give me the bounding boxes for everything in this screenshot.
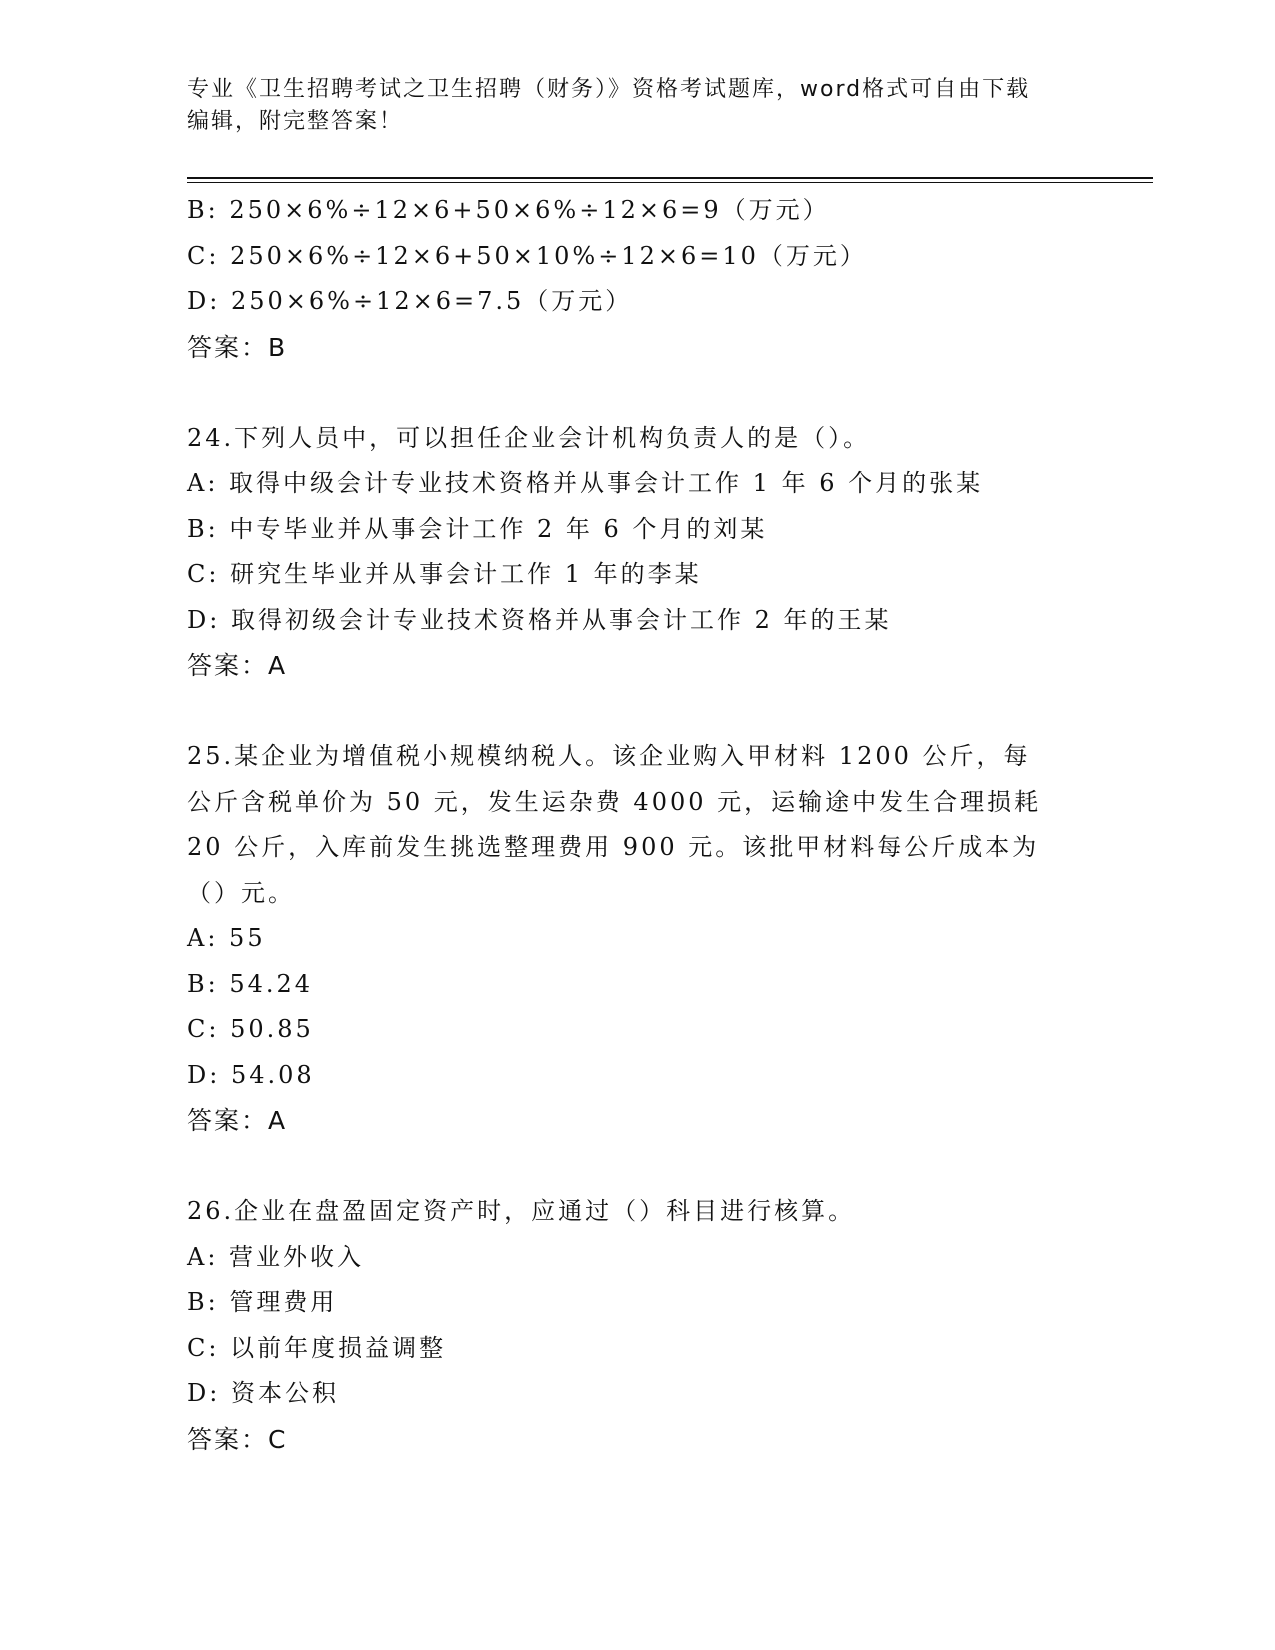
document-header (187, 74, 1067, 138)
option-c: C: 250×6%÷12×6+50×10%÷12×6=10（万元） (187, 241, 867, 270)
question-stem: 26.企业在盘盈固定资产时，应通过（）科目进行核算。 (187, 1197, 856, 1225)
option-a: A: 55 (187, 924, 266, 952)
option-d: D: 取得初级会计专业技术资格并从事会计工作 2 年的王某 (187, 605, 892, 634)
header-line-2: 编辑，附完整答案！ (187, 109, 404, 134)
answer-line: 答案：A (187, 1106, 288, 1135)
option-b: B: 54.24 (187, 969, 314, 998)
option-d: D: 54.08 (187, 1060, 315, 1089)
question-stem-line: 25.某企业为增值税小规模纳税人。该企业购入甲材料 1200 公斤，每 (187, 742, 1031, 770)
question-stem-line: 公斤含税单价为 50 元，发生运杂费 4000 元，运输途中发生合理损耗 (187, 787, 1042, 816)
question-stem: 24.下列人员中，可以担任企业会计机构负责人的是（）。 (187, 423, 871, 452)
header-divider (187, 177, 1153, 183)
question-gap (187, 1144, 1067, 1190)
option-b: B: 中专毕业并从事会计工作 2 年 6 个月的刘某 (187, 514, 768, 543)
option-d: D: 250×6%÷12×6=7.5（万元） (187, 287, 633, 315)
option-d: D: 资本公积 (187, 1379, 339, 1407)
question-stem-line: 20 公斤，入库前发生挑选整理费用 900 元。该批甲材料每公斤成本为 (187, 833, 1040, 861)
option-c: C: 研究生毕业并从事会计工作 1 年的李某 (187, 560, 702, 588)
question-stem-line: （）元。 (187, 878, 295, 907)
answer-line: 答案：C (187, 1424, 288, 1454)
question-gap (187, 689, 1067, 735)
answer-line: 答案：B (187, 332, 288, 362)
header-line-1: 专业《卫生招聘考试之卫生招聘（财务）》资格考试题库，word格式可自由下载 (187, 77, 1031, 102)
question-gap (187, 370, 1067, 416)
option-a: A: 营业外收入 (187, 1242, 365, 1271)
answer-line: 答案：A (187, 651, 288, 680)
question-26 (187, 1189, 1067, 1462)
question-25 (187, 734, 1067, 1144)
option-b: B: 250×6%÷12×6+50×6%÷12×6=9（万元） (187, 196, 830, 224)
option-c: C: 50.85 (187, 1015, 314, 1043)
option-a: A: 取得中级会计专业技术资格并从事会计工作 1 年 6 个月的张某 (187, 469, 984, 497)
question-list (187, 188, 1067, 1462)
question-24 (187, 416, 1067, 689)
option-c: C: 以前年度损益调整 (187, 1333, 447, 1362)
option-b: B: 管理费用 (187, 1288, 338, 1316)
question-fragment-23 (187, 188, 1067, 370)
